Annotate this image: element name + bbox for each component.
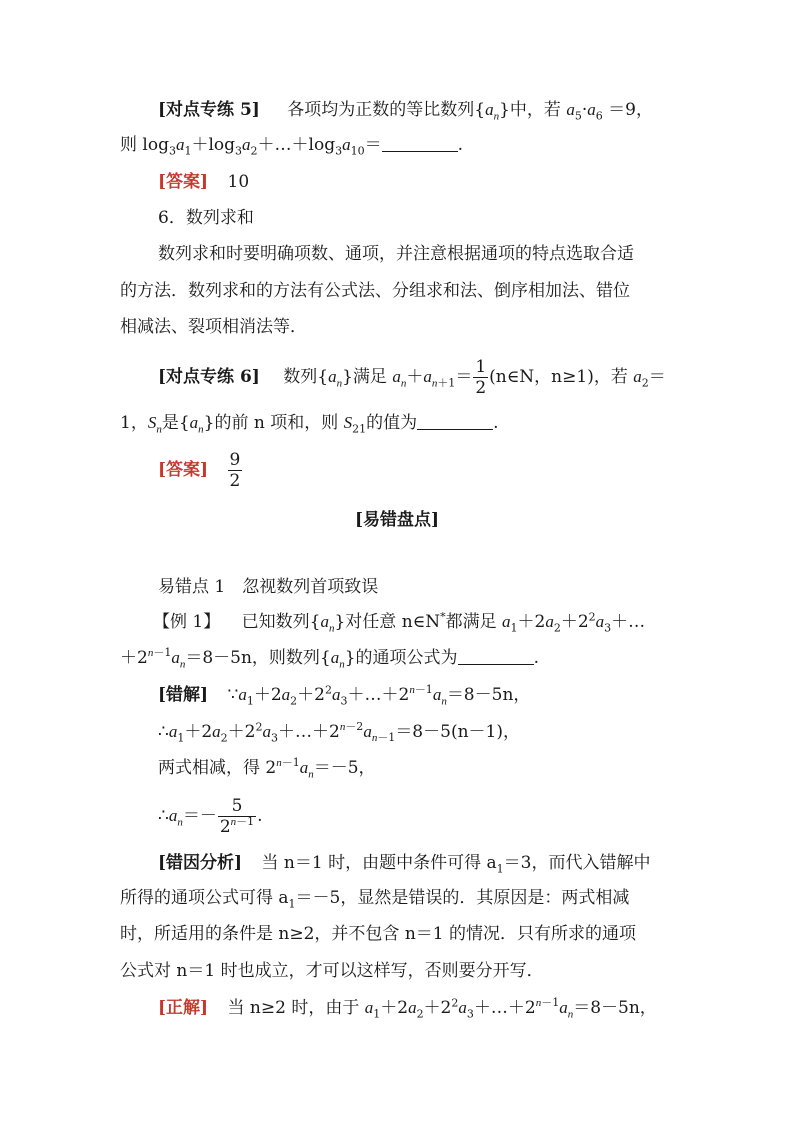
wrong-solution-line2: $\therefore a_1+2a_2+2^2a_3+\dots+2^{n-2}a_{n-1}=8-5(n-1)$， [158, 720, 520, 745]
section-heading: 6．数列求和 [158, 208, 254, 228]
exercise-5-answer [158, 170, 249, 194]
answer-label: [答案] [158, 460, 209, 480]
answer-fraction: $\frac{9}{2}$ [229, 450, 241, 491]
wrong-solution-line1: [错解] $\because a_1+2a_2+2^2a_3+\dots+2^{n-1}a_n=8-5n$， [158, 683, 531, 708]
exercise-5-line2: 则 $\log_3a_1+\log_3a_2+\dots+\log_3a_{10}=$ . [120, 135, 463, 158]
cause-analysis-line1: [错因分析] 当 n＝1 时，由题中条件可得 $a_1=3$，而代入错解中 [158, 853, 651, 876]
exercise-6-line2: 1，$S_n$是$\{a_n\}$的前 n 项和，则 $S_{21}$的值为 . [120, 413, 499, 436]
cause-analysis-label: [错因分析] [158, 853, 243, 873]
cause-analysis-line2: 所得的通项公式可得 $a_1=-5$，显然是错误的．其原因是：两式相减 [120, 888, 630, 911]
exercise-6-answer [158, 450, 243, 491]
answer-blank [417, 412, 493, 430]
answer-label: [答案] [158, 172, 209, 192]
paragraph-line: 数列求和时要明确项数、通项，并注意根据通项的特点选取合适 [158, 244, 634, 264]
answer-value: 10 [227, 172, 250, 192]
correct-solution-label: [正解] [158, 998, 209, 1018]
exercise-5-line1: [对点专练 5] 各项均为正数的等比数列$\{a_n\}$中，若 $a_5\cdot a_6 =9$， [158, 100, 653, 123]
cause-analysis-line3: 时，所适用的条件是 n≥2，并不包含 n＝1 的情况．只有所求的通项 [120, 924, 636, 944]
exercise-6-line1: [对点专练 6] 数列$\{a_n\}$满足 $a_n+a_{n+1}=$ $\frac{1}{2}$ (n∈N，n≥1)，若 $a_2=$ [158, 357, 666, 398]
answer-blank [382, 134, 458, 152]
wrong-solution-line3: 两式相减，得 $2^{n-1}a_n=-5$， [158, 756, 376, 781]
paragraph-line: 的方法．数列求和的方法有公式法、分组求和法、倒序相加法、错位 [120, 281, 630, 301]
exercise-5-tag: [对点专练 5] [158, 100, 260, 120]
wrong-solution-line4: $\therefore a_n=-$ $\frac{5}{2^{n-1}}$ . [158, 796, 263, 837]
cause-analysis-line4: 公式对 n＝1 时也成立，才可以这样写，否则要分开写． [120, 961, 544, 981]
section-title: [易错盘点] [354, 510, 440, 530]
exercise-5-text: 各项均为正数的等比数列{ [287, 100, 486, 120]
example-1-line2: $+2^{n-1}a_n=8-5n$，则数列$\{a_n\}$的通项公式为 . [120, 646, 539, 671]
answer-blank [458, 647, 534, 665]
pitfall-title: 易错点 1 忽视数列首项致误 [158, 577, 379, 597]
paragraph-line: 相减法、裂项相消法等． [120, 317, 307, 337]
exercise-6-tag: [对点专练 6] [158, 367, 260, 387]
example-tag: 【例 1】 [153, 612, 221, 632]
correct-solution-line1: [正解] 当 n≥2 时，由于 $a_1+2a_2+2^2a_3+\dots+2^{n-1}a_n=8-5n$， [158, 996, 657, 1021]
example-1-line1: 【例 1】 已知数列$\{a_n\}$对任意 n∈N*都满足 $a_1+2a_2+2^2a_3+\dots$ [153, 610, 646, 635]
fraction: $\frac{5}{2^{n-1}}$ [219, 796, 255, 837]
fraction: $\frac{1}{2}$ [475, 357, 487, 398]
wrong-solution-label: [错解] [158, 685, 209, 705]
